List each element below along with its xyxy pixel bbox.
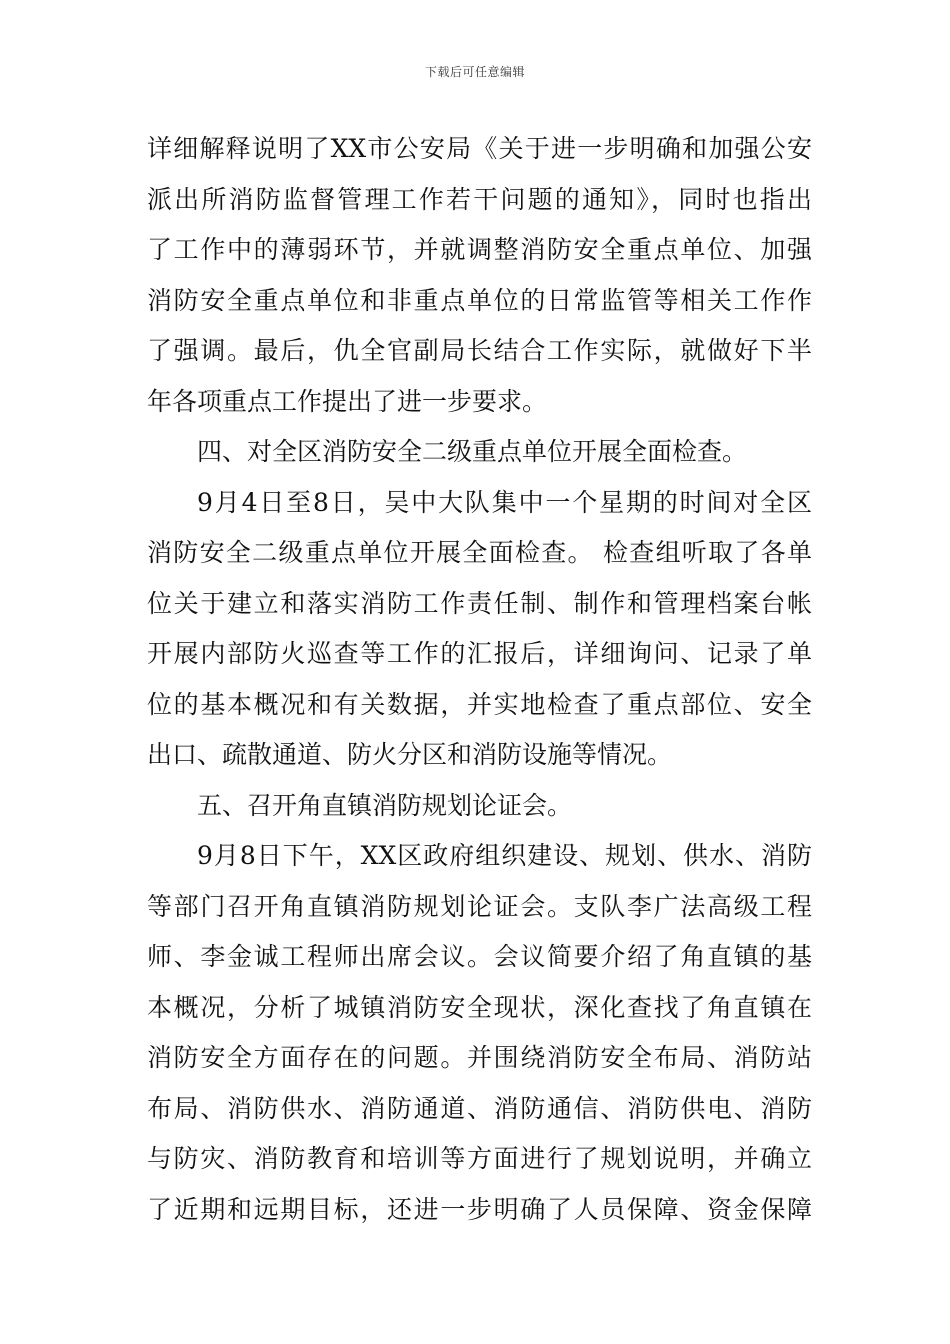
text-line: 开展内部防火巡查等工作的汇报后，详细询问、记录了单 <box>147 639 812 668</box>
section-heading: 四、对全区消防安全二级重点单位开展全面检查。 <box>197 437 748 466</box>
text-line: 年各项重点工作提出了进一步要求。 <box>147 386 548 416</box>
text-line: 9月8日下午，XX区政府组织建设、规划、供水、消防 <box>197 841 812 870</box>
text-line: 本概况，分析了城镇消防安全现状，深化查找了角直镇在 <box>147 992 812 1022</box>
text-line: 消防安全方面存在的问题。并围绕消防安全布局、消防站 <box>147 1043 812 1072</box>
text-line: 消防安全二级重点单位开展全面检查。 检查组听取了各单 <box>147 538 812 567</box>
page-header-note: 下载后可任意编辑 <box>424 65 525 79</box>
text-line: 与防灾、消防教育和培训等方面进行了规划说明，并确立 <box>147 1144 812 1173</box>
text-line: 派出所消防监督管理工作若干问题的通知》，同时也指出 <box>147 184 812 214</box>
text-line: 了工作中的薄弱环节，并就调整消防安全重点单位、加强 <box>147 235 812 264</box>
text-line: 9月4日至8日，吴中大队集中一个星期的时间对全区 <box>197 487 812 517</box>
text-line: 师、李金诚工程师出席会议。会议简要介绍了角直镇的基 <box>147 942 812 971</box>
text-line: 位关于建立和落实消防工作责任制、制作和管理档案台帐 <box>147 588 812 618</box>
document-body <box>147 124 812 1235</box>
text-line: 详细解释说明了XX市公安局《关于进一步明确和加强公安 <box>147 134 812 163</box>
text-line: 消防安全重点单位和非重点单位的日常监管等相关工作作 <box>147 285 812 315</box>
text-line: 位的基本概况和有关数据，并实地检查了重点部位、安全 <box>147 689 812 719</box>
text-line: 等部门召开角直镇消防规划论证会。支队李广法高级工程 <box>147 891 812 921</box>
section-heading: 五、召开角直镇消防规划论证会。 <box>197 790 573 820</box>
text-line: 了强调。最后，仇全官副局长结合工作实际，就做好下半 <box>147 336 812 365</box>
text-line: 了近期和远期目标，还进一步明确了人员保障、资金保障 <box>147 1194 812 1224</box>
text-line: 出口、疏散通道、防火分区和消防设施等情况。 <box>147 740 673 769</box>
text-line: 布局、消防供水、消防通道、消防通信、消防供电、消防 <box>147 1093 812 1123</box>
